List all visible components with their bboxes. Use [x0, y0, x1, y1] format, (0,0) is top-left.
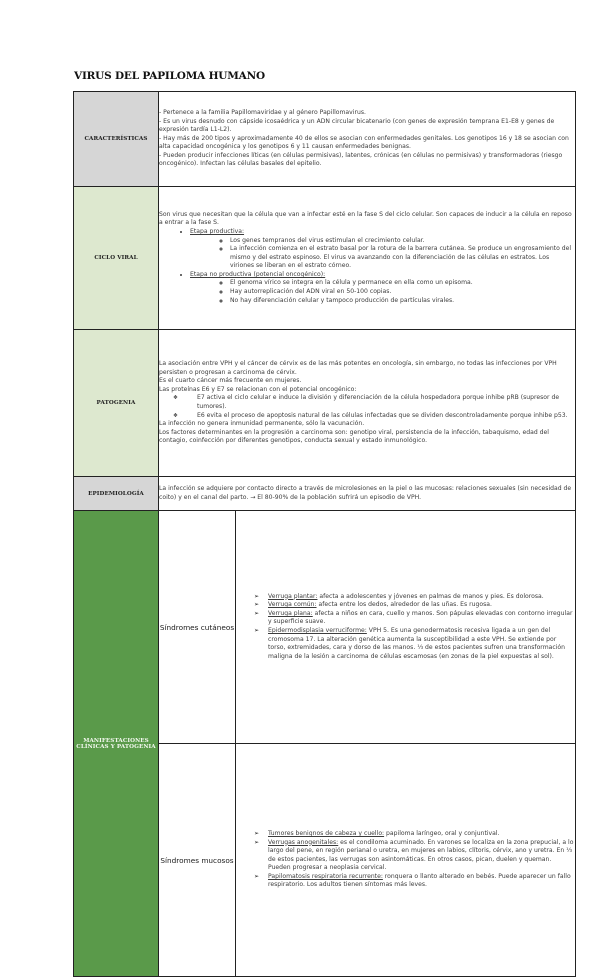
content-caracteristicas — [159, 92, 576, 187]
text-line: Son virus que necesitan que la célula que van a infectar esté en la fase S del ciclo celular. Son capaces de inducir a la célula en reposo a entrar a la fase S. — [159, 210, 572, 227]
list-item — [254, 627, 575, 661]
stage-item — [190, 271, 575, 305]
term: Epidermodisplasia verruciforme: — [268, 627, 367, 634]
term: Tumores benignos de cabeza y cuello: — [268, 829, 385, 837]
text-line: La infección se adquiere por contacto directo a través de microlesiones en la piel o las mucosas: relaciones sexuales (sin necesidad de coito) y en el canal del parto. → El 80-90% de la población sufrirá un episodio de VPH. — [159, 484, 572, 501]
description: ronquera o llanto alterado en bebés. Puede aparecer un fallo respiratorio. Los adultos tienen síntomas más leves. — [268, 872, 571, 889]
page-title: VIRUS DEL PAPILOMA HUMANO — [74, 70, 265, 82]
list-item — [254, 873, 575, 890]
text-line: - Pueden producir infecciones líticas (en células permisivas), latentes, crónicas (en células no permisivas) y transformadoras (riesgo oncogénico). Infectan las células basales del epitelio. — [159, 151, 563, 168]
content-epidemiologia — [159, 477, 576, 511]
syndromes-table — [159, 511, 575, 976]
text-line: - Hay más de 200 tipos y aproximadamente 40 de ellos se asocian con enfermedades genitales. Los genotipos 16 y 18 se asocian con alta capacidad oncogénica y los genotipos 6 y 11 causan enfermedades benignas. — [159, 134, 569, 151]
text-line: Las proteínas E6 y E7 se relacionan con el potencial oncogénico: — [159, 385, 357, 393]
label-ciclo-viral: CICLO VIRAL — [74, 187, 159, 330]
list-item: ◦ Los genes tempranos del virus estimulan el crecimiento celular. — [230, 237, 575, 246]
summary-table — [73, 91, 576, 977]
list-item: ◦ El genoma vírico se integra en la célula y permanece en ella como un episoma. — [230, 279, 575, 288]
content-manifestaciones — [159, 511, 576, 977]
term: Papilomatosis respiratoria recurrente: — [268, 872, 383, 880]
stage-sublist — [190, 237, 575, 271]
list-item: ❖ E6 evita el proceso de apoptosis natural de las células infectadas que se dividen descontroladamente porque inhibe p53. — [173, 412, 575, 421]
text-line: Es el cuarto cáncer más frecuente en mujeres. — [159, 377, 302, 385]
list-item — [254, 601, 575, 610]
description: es el condiloma acuminado. En varones se localiza en la zona prepucial, a lo largo del pene, en región perianal o uretra, en mujeres en labios, clítoris, cérvix, ano y uretra. En ⅓ de estos pacientes, las verrugas son asintomáticas. En otros casos, pican, duelen y queman. Pueden progresar a neoplasia cervical. — [268, 838, 574, 872]
label-patogenia: PATOGENIA — [74, 330, 159, 477]
list-item: ◦ No hay diferenciación celular y tampoco producción de partículas virales. — [230, 297, 575, 306]
list-item — [254, 593, 575, 602]
label-epidemiologia: EPIDEMIOLOGÍA — [74, 477, 159, 511]
text-line: - Es un virus desnudo con cápside icosaédrica y un ADN circular bicatenario (con genes de expresión temprana E1-E8 y genes de expresión tardía L1-L2). — [159, 117, 555, 134]
mucosal-list — [236, 830, 575, 890]
list-item — [254, 830, 575, 839]
list-item — [254, 839, 575, 873]
content-ciclo-viral — [159, 187, 576, 330]
content-sindromes-cutaneos — [236, 511, 576, 744]
text-line: La asociación entre VPH y el cáncer de cérvix es de las más potentes en oncología, sin embargo, no todas las infecciones por VPH persisten o progresan a carcinoma de cérvix. — [159, 360, 557, 376]
stage-item — [190, 228, 575, 271]
list-item — [254, 610, 575, 627]
cutaneous-list — [236, 593, 575, 662]
stage-list — [159, 228, 575, 305]
list-item: ◦ La infección comienza en el estrato basal por la rotura de la barrera cutánea. Se produce un engrosamiento del mismo y del estrato espinoso. El virus va avanzando con la diferenciación de las células en estratos. Los viriones se liberan en el estrato córneo. — [230, 245, 575, 271]
stage-title: Etapa productiva: — [190, 227, 245, 235]
term: Verruga común: — [268, 601, 317, 609]
text-line: - Pertenece a la familia Papillomaviridae y al género Papillomavirus. — [159, 108, 366, 116]
stage-sublist — [190, 279, 575, 305]
text-line: Los factores determinantes en la progresión a carcinoma son: genotipo viral, persistencia de la infección, tabaquismo, edad del contagio, coinfección por diferentes genotipos, conducta sexual y estado inmunológico. — [159, 428, 549, 445]
description: afecta a niños en cara, cuello y manos. Son pápulas elevadas con contorno irregular y superficie suave. — [268, 609, 573, 626]
protein-list — [159, 394, 575, 420]
description: papiloma laríngeo, oral y conjuntival. — [384, 829, 500, 837]
list-item: ◦ Hay autorreplicación del ADN viral en 50-100 copias. — [230, 288, 575, 297]
term: Verruga plantar: — [268, 592, 318, 600]
description: afecta a adolescentes y jóvenes en palmas de manos y pies. Es dolorosa. — [317, 592, 544, 600]
description: afecta entre los dedos, alrededor de las uñas. Es rugosa. — [316, 601, 492, 609]
text-line: La infección no genera inmunidad permanente, sólo la vacunación. — [159, 420, 365, 428]
list-item: ❖ E7 activa el ciclo celular e induce la división y diferenciación de la célula hospedadora porque inhibe pRB (supresor de tumores). — [173, 394, 575, 411]
content-patogenia — [159, 330, 576, 477]
label-caracteristicas: CARACTERÍSTICAS — [74, 92, 159, 187]
content-sindromes-mucosos — [236, 744, 576, 977]
term: Verrugas anogenitales: — [268, 838, 339, 846]
label-sindromes-cutaneos: Síndromes cutáneos — [159, 511, 236, 744]
label-sindromes-mucosos: Síndromes mucosos — [159, 744, 236, 977]
description: VPH 5. Es una genodermatosis recesiva ligada a un gen del cromosoma 17. La alteración genética aumenta la susceptibilidad a este VPH. Se extiende por torso, extremidades, cara y dorso de las manos. ⅓ de estos pacientes sufren una transformación maligna de la lesión a carcinoma de células escamosas (en zonas de la piel expuestas al sol). — [268, 627, 566, 660]
term: Verruga plana: — [268, 609, 313, 617]
stage-title: Etapa no productiva (potencial oncogénico): — [190, 270, 326, 278]
label-manifestaciones: MANIFESTACIONES CLÍNICAS Y PATOGENIA — [74, 511, 159, 977]
